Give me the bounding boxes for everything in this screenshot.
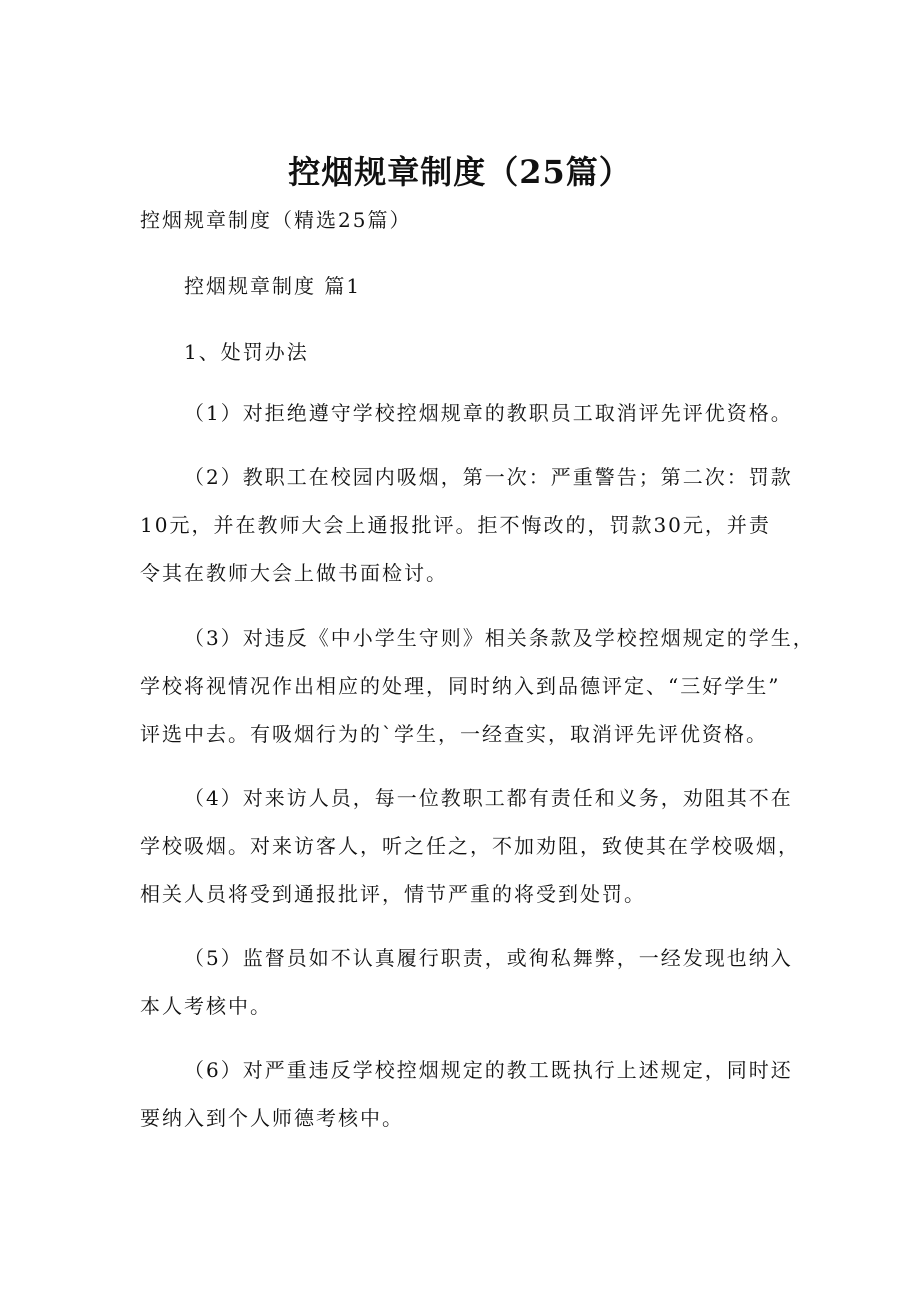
- paragraph-2-line-3: 令其在教师大会上做书面检讨。: [140, 561, 448, 585]
- paragraph-2-line-2: 10元，并在教师大会上通报批评。拒不悔改的，罚款30元，并责: [140, 513, 771, 537]
- paragraph-1-line-1: （1）对拒绝遵守学校控烟规章的教职员工取消评先评优资格。: [184, 401, 793, 425]
- paragraph-6-line-2: 要纳入到个人师德考核中。: [140, 1106, 404, 1130]
- paragraph-3-line-2: 学校将视情况作出相应的处理，同时纳入到品德评定、“三好学生”: [140, 674, 781, 698]
- paragraph-5-line-1: （5）监督员如不认真履行职责，或徇私舞弊，一经发现也纳入: [184, 946, 793, 970]
- paragraph-2-line-1: （2）教职工在校园内吸烟，第一次：严重警告；第二次：罚款: [184, 465, 793, 489]
- item-heading: 1、处罚办法: [184, 340, 309, 364]
- paragraph-3-line-1: （3）对违反《中小学生守则》相关条款及学校控烟规定的学生，: [184, 626, 815, 650]
- paragraph-4-line-2: 学校吸烟。对来访客人，听之任之，不加劝阻，致使其在学校吸烟，: [140, 834, 800, 858]
- document-subtitle: 控烟规章制度（精选25篇）: [140, 208, 412, 232]
- document-title: 控烟规章制度（25篇）: [288, 153, 632, 191]
- paragraph-4-line-1: （4）对来访人员，每一位教职工都有责任和义务，劝阻其不在: [184, 786, 793, 810]
- paragraph-4-line-3: 相关人员将受到通报批评，情节严重的将受到处罚。: [140, 882, 646, 906]
- paragraph-5-line-2: 本人考核中。: [140, 994, 272, 1018]
- paragraph-3-line-3: 评选中去。有吸烟行为的`学生，一经查实，取消评先评优资格。: [140, 722, 768, 746]
- paragraph-6-line-1: （6）对严重违反学校控烟规定的教工既执行上述规定，同时还: [184, 1058, 793, 1082]
- section-heading: 控烟规章制度 篇1: [184, 274, 362, 298]
